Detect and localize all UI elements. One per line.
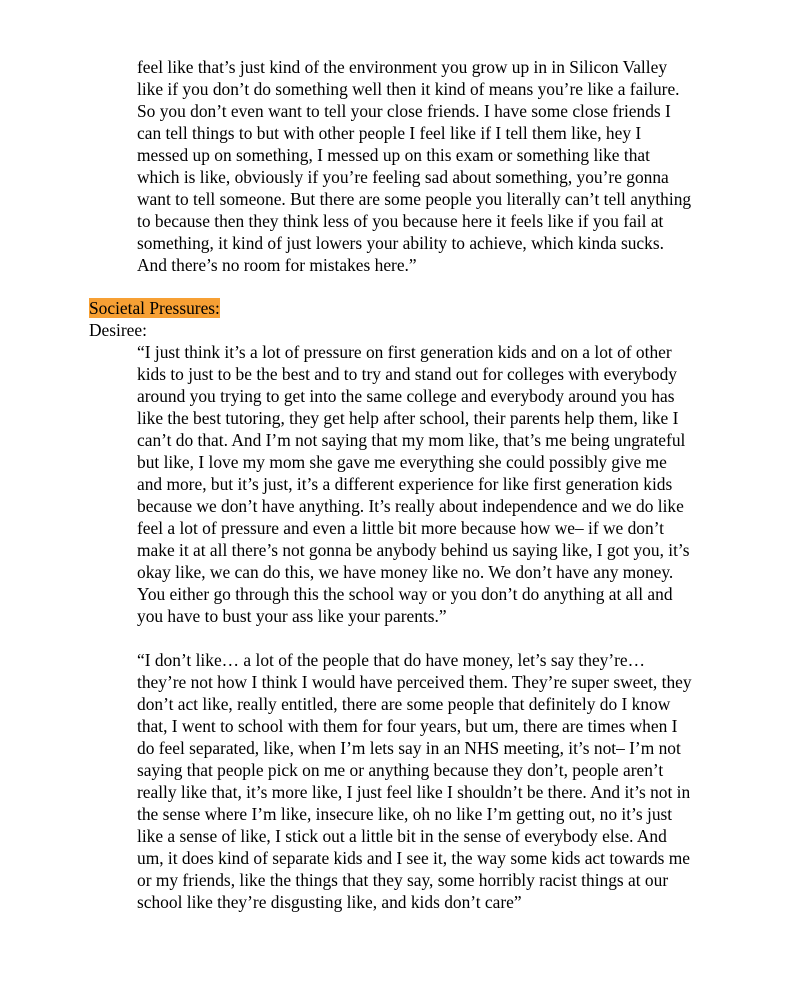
- quote-line: okay like, we can do this, we have money like no. We don’t have any money.: [137, 562, 674, 582]
- quote-line: want to tell someone. But there are some people you literally can’t tell anything: [137, 189, 692, 209]
- quote-line: and more, but it’s just, it’s a different experience for like first generation kids: [137, 474, 673, 494]
- quote-line: they’re not how I think I would have perceived them. They’re super sweet, they: [137, 672, 692, 692]
- quote-line: So you don’t even want to tell your close friends. I have some close friends I: [137, 101, 671, 121]
- continuation-quote: [137, 56, 727, 276]
- quote-line: but like, I love my mom she gave me everything she could possibly give me: [137, 452, 667, 472]
- quote-line: feel a lot of pressure and even a little bit more because how we– if we don’t: [137, 518, 665, 538]
- quote-1: [137, 341, 727, 627]
- quote-line: to because then they think less of you because here it feels like if you fail at: [137, 211, 664, 231]
- quote-line: You either go through this the school way or you don’t do anything at all and: [137, 584, 673, 604]
- quote-line: do feel separated, like, when I’m lets say in an NHS meeting, it’s not– I’m not: [137, 738, 681, 758]
- quote-line: feel like that’s just kind of the environment you grow up in in Silicon Valley: [137, 57, 668, 77]
- quote-line: or my friends, like the things that they say, some horribly racist things at our: [137, 870, 669, 890]
- quote-line: And there’s no room for mistakes here.”: [137, 255, 417, 275]
- quote-line: can tell things to but with other people I feel like if I tell them like, hey I: [137, 123, 642, 143]
- quote-line: can’t do that. And I’m not saying that my mom like, that’s me being ungrateful: [137, 430, 686, 450]
- quote-line: around you trying to get into the same college and everybody around you has: [137, 386, 675, 406]
- quote-line: like the best tutoring, they get help after school, their parents help them, like I: [137, 408, 679, 428]
- quote-line: something, it kind of just lowers your ability to achieve, which kinda sucks.: [137, 233, 664, 253]
- quote-2: [137, 649, 727, 913]
- quote-line: like a sense of like, I stick out a little bit in the sense of everybody else. And: [137, 826, 667, 846]
- quote-line: that, I went to school with them for four years, but um, there are times when I: [137, 716, 678, 736]
- quote-line: because we don’t have anything. It’s really about independence and we do like: [137, 496, 684, 516]
- quote-line: “I just think it’s a lot of pressure on first generation kids and on a lot of other: [137, 342, 672, 362]
- quote-line: don’t act like, really entitled, there are some people that definitely do I know: [137, 694, 671, 714]
- quote-line: make it at all there’s not gonna be anybody behind us saying like, I got you, it’s: [137, 540, 690, 560]
- quote-line: saying that people pick on me or anything because they don’t, people aren’t: [137, 760, 664, 780]
- quote-line: which is like, obviously if you’re feeling sad about something, you’re gonna: [137, 167, 669, 187]
- quote-line: um, it does kind of separate kids and I see it, the way some kids act towards me: [137, 848, 690, 868]
- quote-line: you have to bust your ass like your parents.”: [137, 606, 447, 626]
- quote-line: like if you don’t do something well then it kind of means you’re like a failure.: [137, 79, 680, 99]
- quote-line: messed up on something, I messed up on this exam or something like that: [137, 145, 650, 165]
- quote-line: “I don’t like… a lot of the people that do have money, let’s say they’re…: [137, 650, 646, 670]
- quote-line: school like they’re disgusting like, and kids don’t care”: [137, 892, 522, 912]
- speaker-label: Desiree:: [89, 320, 147, 340]
- quote-line: kids to just to be the best and to try and stand out for colleges with everybody: [137, 364, 677, 384]
- quote-line: the sense where I’m like, insecure like, oh no like I’m getting out, no it’s just: [137, 804, 673, 824]
- section-heading-text: Societal Pressures:: [89, 298, 220, 318]
- section-heading: [89, 297, 220, 319]
- quote-line: really like that, it’s more like, I just feel like I shouldn’t be there. And it’s not in: [137, 782, 691, 802]
